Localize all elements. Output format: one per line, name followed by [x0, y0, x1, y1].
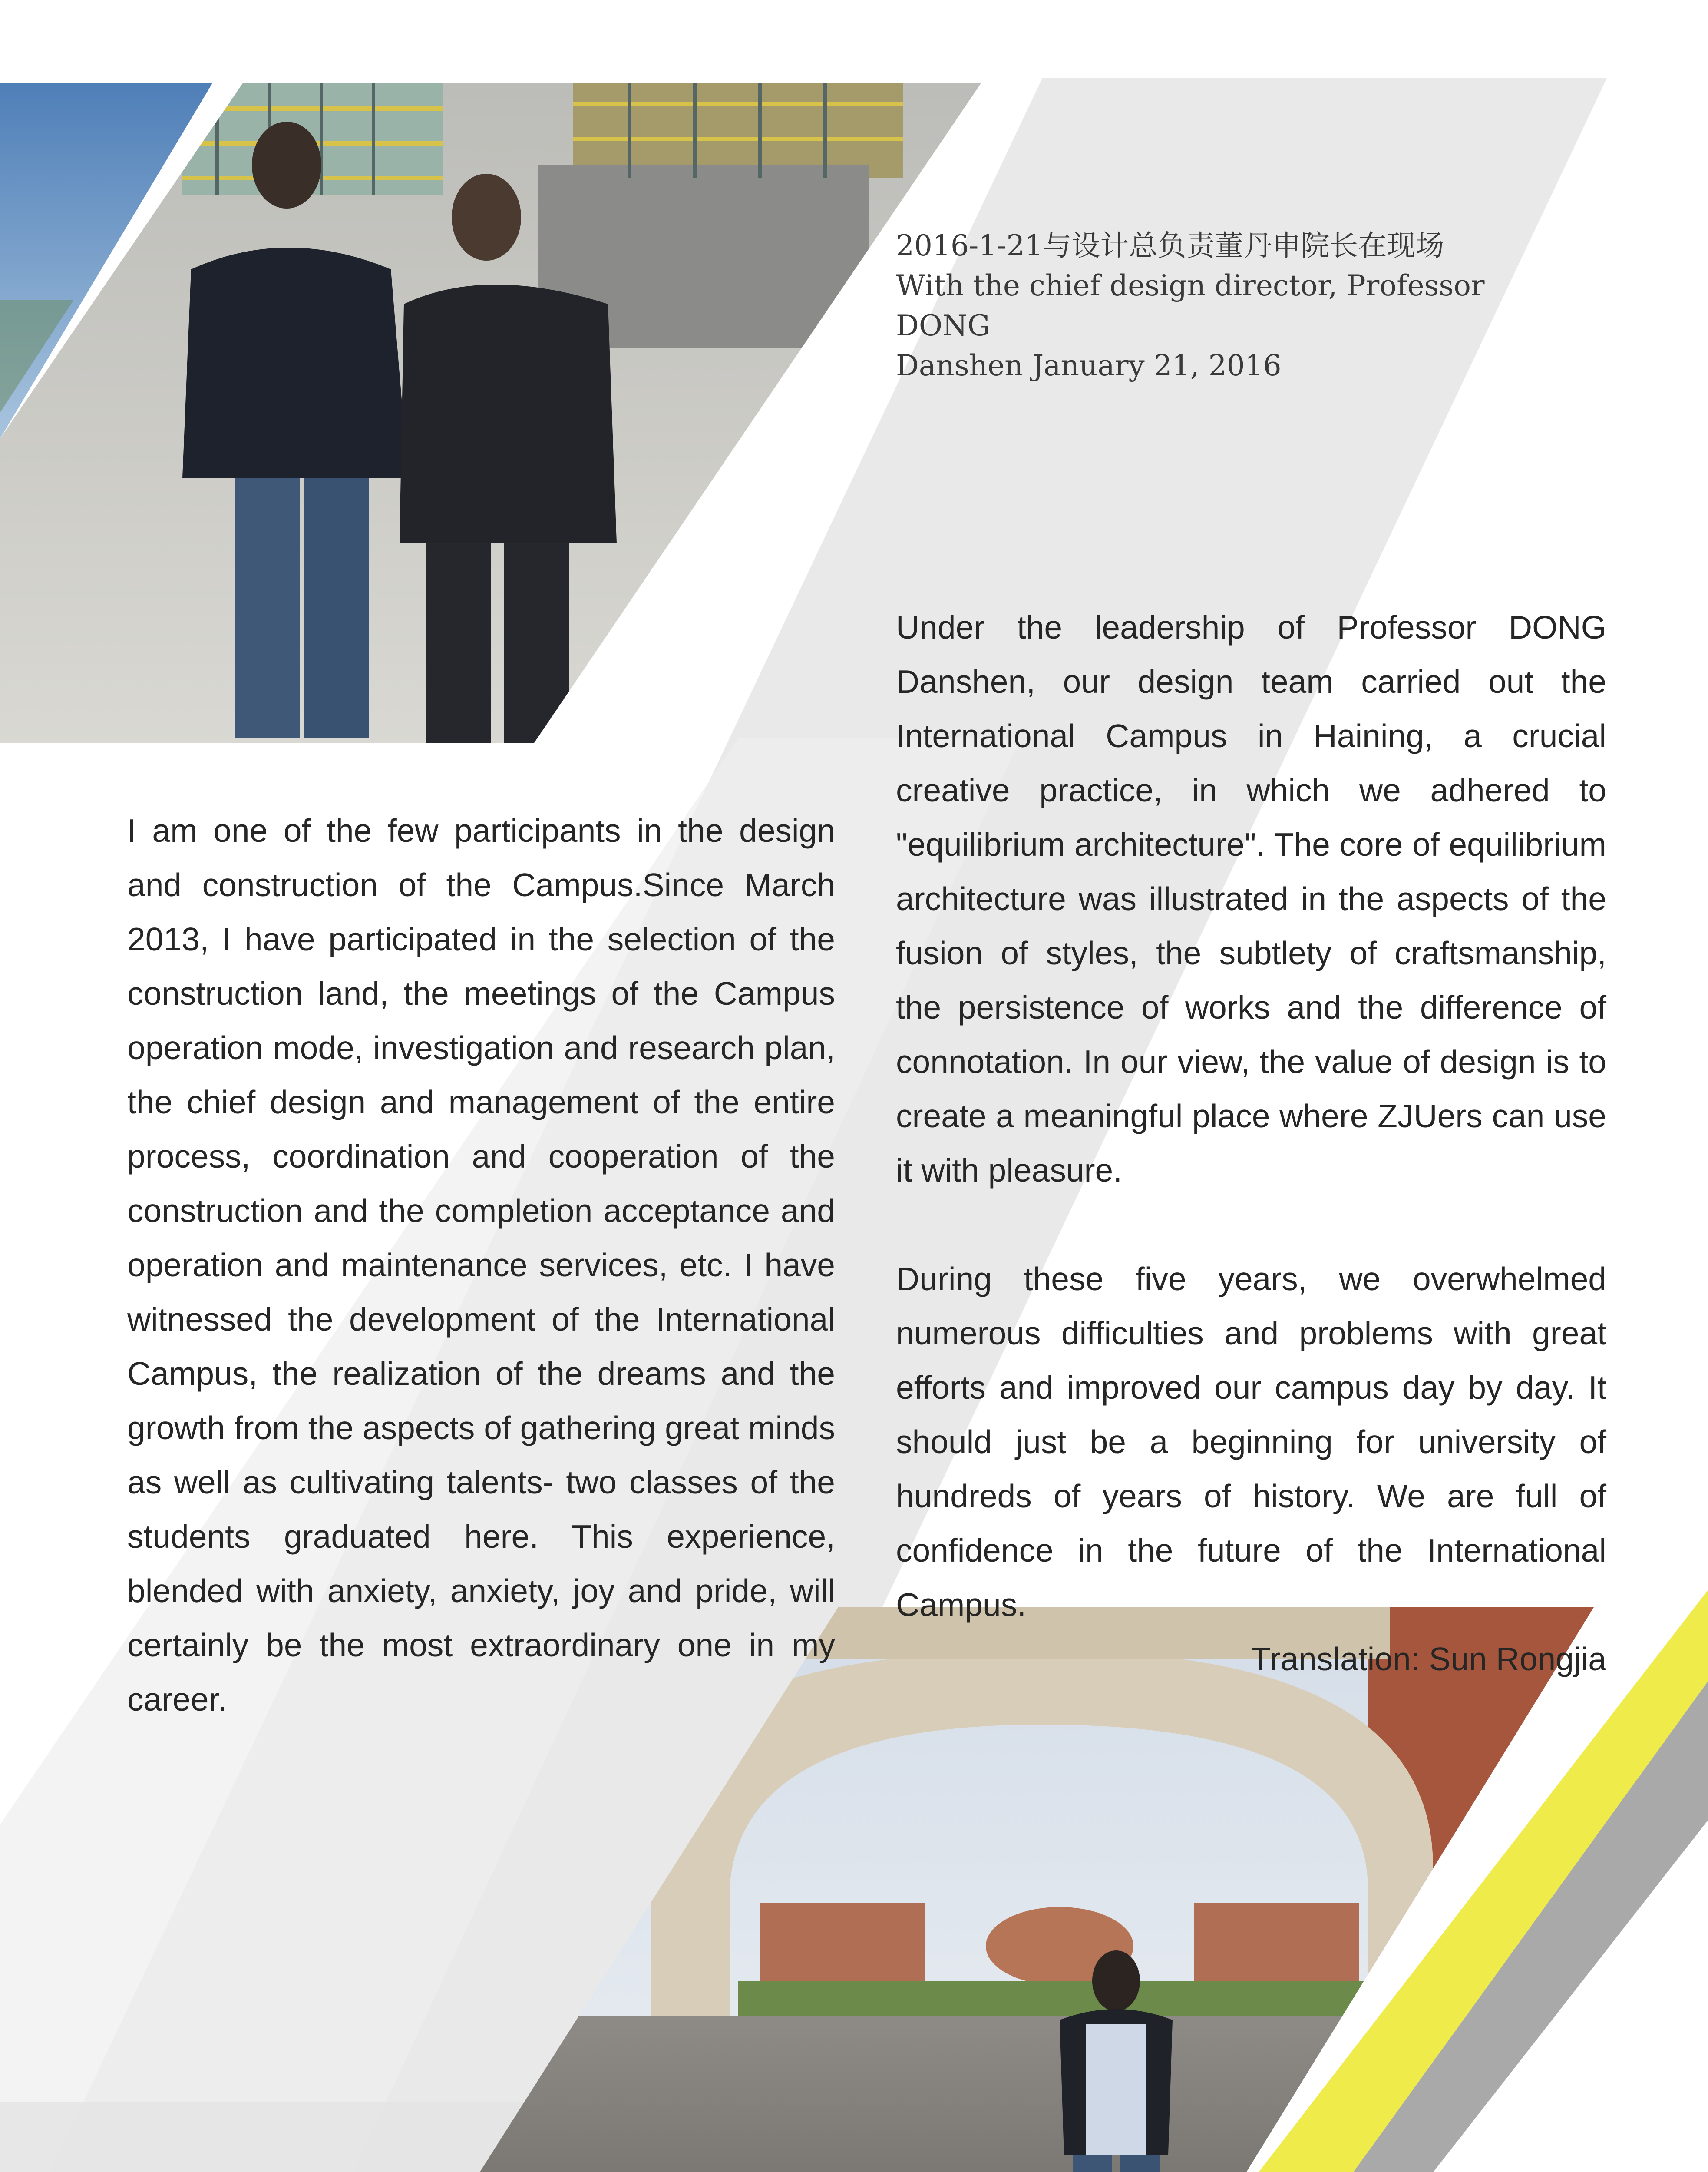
translation-credit: Translation: Sun Rongjia — [1251, 1641, 1606, 1677]
paragraph-leadership: Under the leadership of Professor DONG Danshen, our design team carried out the International Campus in Haining, a crucial creative practice, in which we adhered to "equilibrium architecture". The core of equilibrium architecture was illustrated in the aspects of the fusion of styles, the subtlety of craftsmanship, the persistence of works and the difference of connotation. In our view, the value of design is to create a meaningful place where ZJUers can use it with pleasure. — [896, 609, 1606, 1189]
caption-top — [896, 226, 1547, 386]
caption-top-line1: 2016-1-21与设计总负责董丹申院长在现场 — [896, 229, 1444, 262]
paragraph-five-years: During these five years, we overwhelmed numerous difficulties and problems with great efforts and improved our campus day by day. It should just be a beginning for university of hundreds of years of history. We are full of confidence in the future of the International Campus. — [896, 1261, 1606, 1623]
article-left-column — [127, 804, 835, 1727]
article-right-column — [896, 600, 1606, 1686]
paragraph-participants: I am one of the few participants in the design and construction of the Campus.Since March 2013, I have participated in the selection of the construction land, the meetings of the Campus operation mode, investigation and research plan, the chief design and management of the entire process, coordination and cooperation of the construction and the completion acceptance and operation and maintenance services, etc. I have witnessed the development of the International Campus, the realization of the dreams and the growth from the aspects of gathering great minds as well as cultivating talents- two classes of the students graduated here. This experience, blended with anxiety, anxiety, joy and pride, will certainly be the most extraordinary one in my career. — [127, 812, 836, 1718]
caption-top-line3: Danshen January 21, 2016 — [896, 349, 1282, 382]
caption-top-line2: With the chief design director, Professor DONG — [896, 269, 1485, 342]
